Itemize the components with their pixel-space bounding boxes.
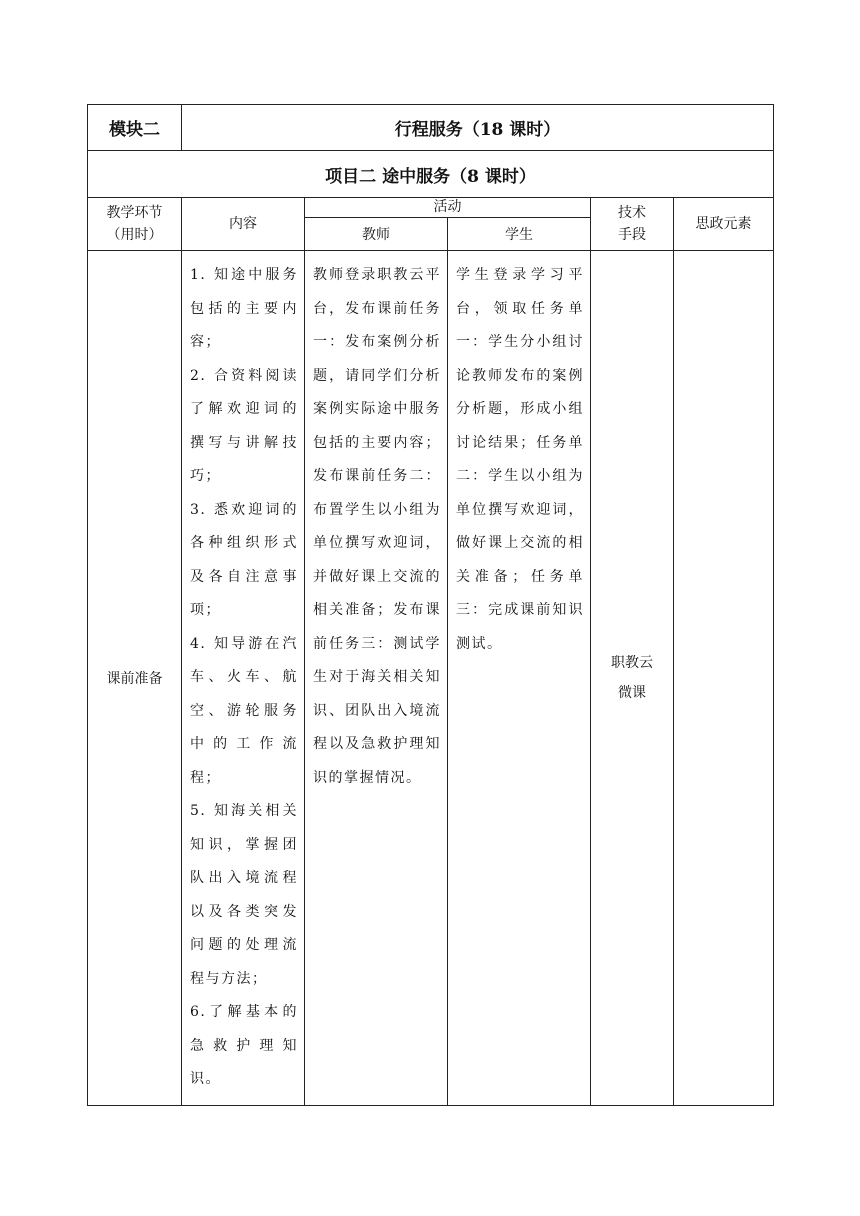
- teacher-activity-text: 教师登录职教云平台，发布课前任务一：发布案例分析题，请同学们分析案例实际途中服务包括的主要内容；发布课前任务二：布置学生以小组为单位撰写欢迎词，并做好课上交流的相关准备；发布课前任务三：测试学生对于海关相关知识、团队出入境流程以及急救护理知识的掌握情况。: [313, 267, 441, 786]
- header-activity: 活动: [305, 198, 591, 218]
- tech-cell: [591, 251, 674, 1106]
- content-cell: [182, 251, 305, 1106]
- tech-item: 微课: [618, 685, 646, 701]
- student-activity-text: 学生登录学习平台，领取任务单一：学生分小组讨论教师发布的案例分析题，形成小组讨论结果；任务单二：学生以小组为单位撰写欢迎词，做好课上交流的相关准备；任务单三：完成课前知识测试。: [456, 267, 584, 652]
- header-content: 内容: [182, 198, 305, 251]
- header-tech: [591, 198, 674, 251]
- header-stage-text: 教学环节（用时）: [106, 205, 163, 243]
- content-item: 2. 合资料阅读了解欢迎词的撰写与讲解技巧；: [190, 367, 298, 484]
- header-stage: [88, 198, 182, 251]
- content-item: 4. 知导游在汽车、火车、航空、游轮服务中的工作流程；: [190, 635, 298, 786]
- module-label: 模块二: [88, 105, 182, 151]
- content-item: 1. 知途中服务包括的主要内容；: [190, 267, 298, 350]
- tech-item: 职教云: [611, 655, 653, 671]
- stage-cell: 课前准备: [88, 251, 182, 1106]
- header-teacher: 教师: [305, 218, 448, 251]
- content-item: 6.了解基本的急救护理知识。: [190, 1004, 298, 1087]
- module-title: 行程服务（18 课时）: [182, 105, 774, 151]
- header-tech-text: 技术手段: [618, 205, 646, 243]
- header-student: 学生: [448, 218, 591, 251]
- lesson-plan-table: [87, 104, 774, 1106]
- ideology-cell: [674, 251, 774, 1106]
- project-title: 项目二 途中服务（8 课时）: [88, 151, 774, 198]
- content-item: 3. 悉欢迎词的各种组织形式及各自注意事项；: [190, 501, 298, 618]
- teacher-activity-cell: [305, 251, 448, 1106]
- header-ideology: 思政元素: [674, 198, 774, 251]
- content-item: 5. 知海关相关知识，掌握团队出入境流程以及各类突发问题的处理流程与方法；: [190, 803, 298, 987]
- student-activity-cell: [448, 251, 591, 1106]
